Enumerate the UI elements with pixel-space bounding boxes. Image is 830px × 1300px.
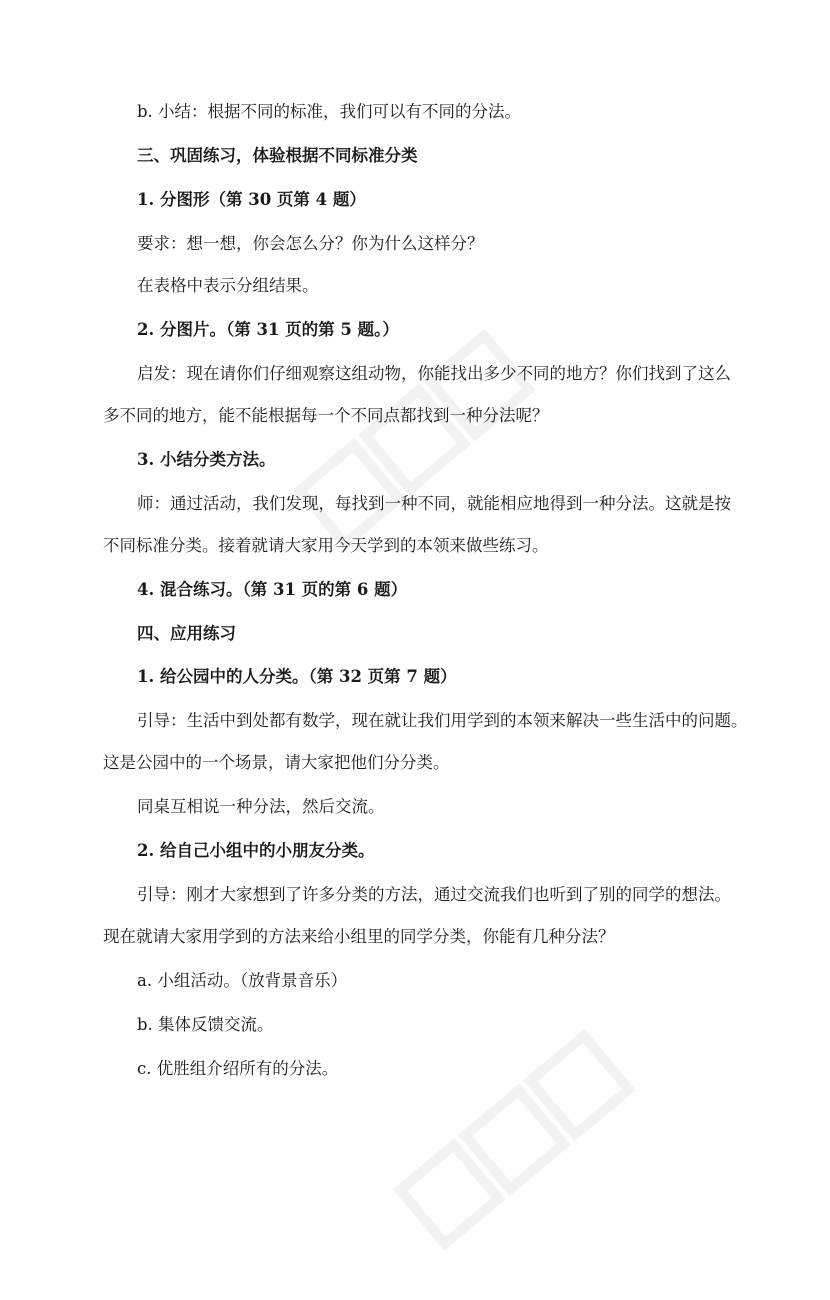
subsection-heading: 2. 给自己小组中的小朋友分类。 (137, 841, 375, 860)
section-heading: 四、应用练习 (137, 624, 236, 643)
subsection-heading: 1. 分图形（第 30 页第 4 题） (137, 190, 366, 209)
paragraph-line: 不同标准分类。接着就请大家用今天学到的本领来做些练习。 (103, 536, 549, 555)
summary-line: b. 小结：根据不同的标准，我们可以有不同的分法。 (137, 102, 522, 121)
list-item: b. 集体反馈交流。 (137, 1015, 274, 1034)
section-heading: 三、巩固练习，体验根据不同标准分类 (137, 146, 418, 165)
subsection-heading: 1. 给公园中的人分类。（第 32 页第 7 题） (137, 667, 457, 686)
subsection-heading: 2. 分图片。（第 31 页的第 5 题。） (137, 320, 399, 339)
paragraph-line: 启发：现在请你们仔细观察这组动物，你能找出多少不同的地方？你们找到了这么 (137, 364, 731, 383)
subsection-heading: 4. 混合练习。（第 31 页的第 6 题） (137, 580, 408, 599)
list-item: c. 优胜组介绍所有的分法。 (137, 1059, 339, 1078)
list-item: a. 小组活动。（放背景音乐） (137, 971, 348, 990)
watermark-icon (360, 1000, 660, 1300)
paragraph-line: 同桌互相说一种分法，然后交流。 (137, 797, 385, 816)
paragraph-line: 这是公园中的一个场景，请大家把他们分分类。 (103, 753, 450, 772)
paragraph-line: 在表格中表示分组结果。 (137, 276, 319, 295)
paragraph-line: 引导：刚才大家想到了许多分类的方法，通过交流我们也听到了别的同学的想法。 (137, 885, 731, 904)
paragraph-line: 要求：想一想，你会怎么分？你为什么这样分？ (137, 234, 484, 253)
paragraph-line: 师：通过活动，我们发现，每找到一种不同，就能相应地得到一种分法。这就是按 (137, 494, 731, 513)
paragraph-line: 引导：生活中到处都有数学，现在就让我们用学到的本领来解决一些生活中的问题。 (137, 711, 748, 730)
paragraph-line: 现在就请大家用学到的方法来给小组里的同学分类，你能有几种分法？ (103, 927, 615, 946)
subsection-heading: 3. 小结分类方法。 (137, 450, 276, 469)
paragraph-line: 多不同的地方，能不能根据每一个不同点都找到一种分法呢？ (103, 406, 549, 425)
